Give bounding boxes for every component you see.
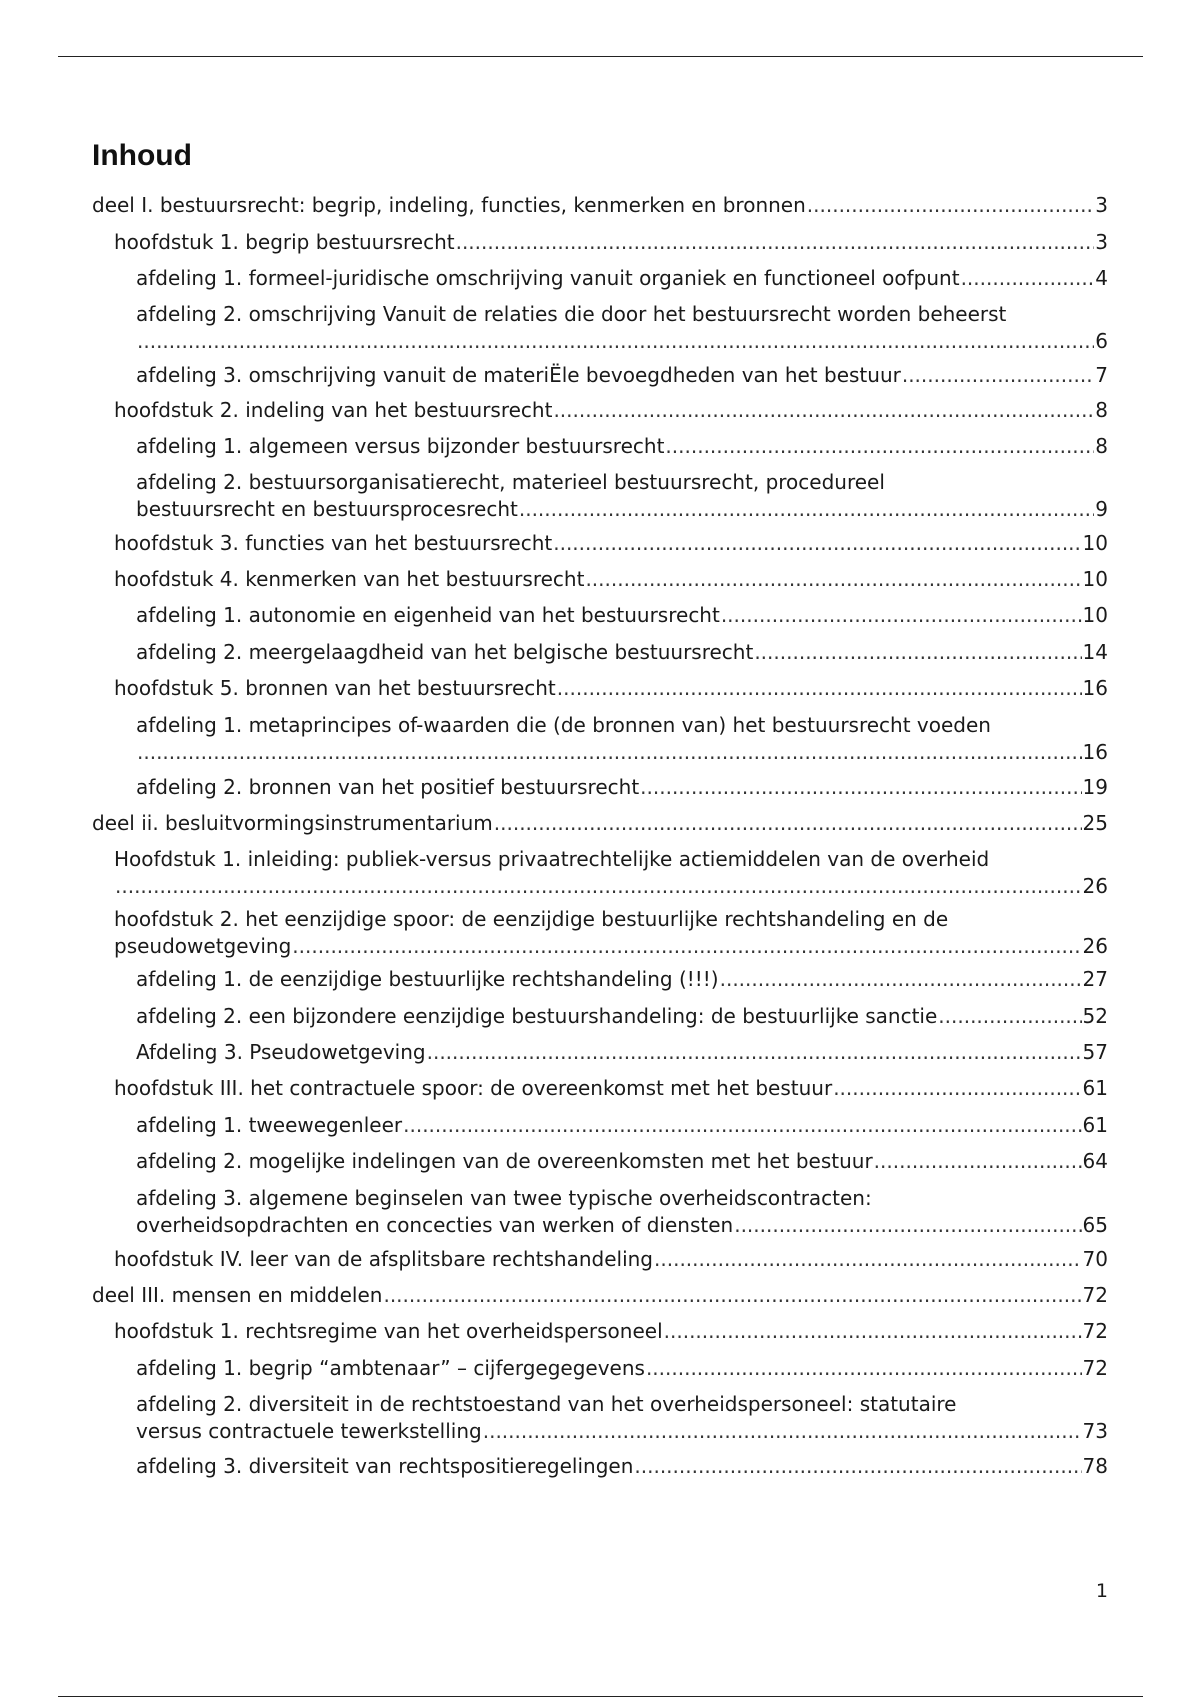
toc-entry-page: 78 [1082,1454,1108,1478]
toc-entry-title-line: hoofdstuk 2. het eenzijdige spoor: de eenzijdige bestuurlijke rechtshandeling en de [114,907,949,931]
toc-entry-page: 6 [1095,329,1108,353]
toc-entry-title: afdeling 2. mogelijke indelingen van de overeenkomsten met het bestuur [136,1149,873,1173]
toc-entry[interactable] [92,810,1108,837]
toc-entry-page: 10 [1082,531,1108,555]
toc-entry[interactable] [114,1075,1108,1102]
toc-entry-page: 9 [1095,497,1108,521]
toc-entry-page: 19 [1082,775,1108,799]
toc-entry[interactable] [136,774,1108,801]
toc-entry[interactable] [92,1282,1108,1309]
toc-entry-title: versus contractuele tewerkstelling [136,1419,482,1443]
toc-entry-page: 61 [1082,1113,1108,1137]
toc-entry-page: 72 [1082,1356,1108,1380]
toc-entry-title: afdeling 1. de eenzijdige bestuurlijke rechtshandeling (!!!) [136,967,719,991]
toc-entry-title: afdeling 1. begrip “ambtenaar” – cijfergegegevens [136,1356,645,1380]
toc-entry-title: pseudowetgeving [114,934,292,958]
toc-entry[interactable] [114,1318,1108,1345]
toc-entry-title: hoofdstuk 1. begrip bestuursrecht [114,230,455,254]
dot-leader [902,362,1094,389]
toc-entry-title-line: afdeling 1. metaprincipes of-waarden die (de bronnen van) het bestuursrecht voeden [136,713,991,737]
toc-entry-title: afdeling 1. tweewegenleer [136,1113,403,1137]
toc-entry-title: afdeling 1. formeel-juridische omschrijving vanuit organiek en functioneel oofpunt [136,266,960,290]
toc-entry[interactable] [114,566,1108,593]
toc-entry-title: hoofdstuk 5. bronnen van het bestuursrecht [114,676,556,700]
page-title: Inhoud [92,139,192,172]
dot-leader [115,873,1082,900]
dot-leader [383,1282,1081,1309]
dot-leader [403,1112,1081,1139]
dot-leader [720,966,1082,993]
dot-leader [961,265,1095,292]
dot-leader [634,1453,1081,1480]
dot-leader [553,530,1081,557]
toc-entry[interactable] [114,846,1108,900]
toc-entry-title: hoofdstuk 1. rechtsregime van het overheidspersoneel [114,1319,663,1343]
toc-entry-page: 3 [1095,193,1108,217]
footer-rule [58,1696,1143,1697]
toc-entry-page: 64 [1082,1149,1108,1173]
toc-entry[interactable] [136,265,1108,292]
toc-entry[interactable] [114,1246,1108,1273]
dot-leader [557,675,1082,702]
toc-entry-page: 73 [1082,1419,1108,1443]
toc-entry-title: deel ii. besluitvormingsinstrumentarium [92,811,493,835]
dot-leader [585,566,1081,593]
dot-leader [553,397,1094,424]
toc-entry-page: 3 [1095,230,1108,254]
toc-entry-page: 26 [1082,934,1108,958]
toc-entry[interactable] [136,362,1108,389]
dot-leader [494,810,1082,837]
toc-entry[interactable] [136,301,1108,355]
toc-entry-title: hoofdstuk IV. leer van de afsplitsbare rechtshandeling [114,1247,654,1271]
toc-entry-page: 14 [1082,640,1108,664]
toc-entry-title: afdeling 2. een bijzondere eenzijdige bestuurshandeling: de bestuurlijke sanctie [136,1004,938,1028]
toc-entry-page: 4 [1095,266,1108,290]
toc-entry[interactable] [136,1185,1108,1239]
dot-leader [519,496,1094,523]
toc-entry[interactable] [136,1039,1108,1066]
toc-entry-page: 8 [1095,434,1108,458]
toc-entry-page: 72 [1082,1319,1108,1343]
page-number: 1 [1095,1580,1108,1602]
toc-entry[interactable] [136,602,1108,629]
dot-leader [646,1355,1082,1382]
toc-entry[interactable] [136,1003,1108,1030]
toc-entry-page: 61 [1082,1076,1108,1100]
toc-entry-page: 72 [1082,1283,1108,1307]
toc-entry-title: bestuursrecht en bestuursprocesrecht [136,497,518,521]
toc-entry[interactable] [136,469,1108,523]
toc-entry-page: 52 [1082,1004,1108,1028]
toc-entry[interactable] [136,1355,1108,1382]
toc-entry[interactable] [92,192,1108,219]
toc-entry-page: 57 [1082,1040,1108,1064]
toc-entry[interactable] [136,1112,1108,1139]
toc-entry-title-line: afdeling 2. omschrijving Vanuit de relaties die door het bestuursrecht worden beheerst [136,302,1007,326]
toc-entry-title-line: afdeling 2. bestuursorganisatierecht, materieel bestuursrecht, procedureel [136,470,885,494]
toc-entry-page: 16 [1082,740,1108,764]
toc-entry-title: afdeling 1. autonomie en eigenheid van het bestuursrecht [136,603,720,627]
toc-entry-page: 10 [1082,603,1108,627]
dot-leader [721,602,1082,629]
dot-leader [654,1246,1082,1273]
toc-entry[interactable] [114,675,1108,702]
dot-leader [137,739,1082,766]
dot-leader [665,433,1094,460]
toc-entry[interactable] [136,1148,1108,1175]
toc-entry[interactable] [136,1391,1108,1445]
toc-entry-title: hoofdstuk 3. functies van het bestuursrecht [114,531,553,555]
toc-entry-page: 10 [1082,567,1108,591]
toc-entry-page: 16 [1082,676,1108,700]
toc-entry-page: 25 [1082,811,1108,835]
dot-leader [833,1075,1081,1102]
dot-leader [292,933,1081,960]
toc-entry-title: hoofdstuk 4. kenmerken van het bestuursrecht [114,567,585,591]
dot-leader [938,1003,1081,1030]
toc-entry[interactable] [136,966,1108,993]
toc-entry-title: hoofdstuk III. het contractuele spoor: de overeenkomst met het bestuur [114,1076,833,1100]
toc-entry[interactable] [114,229,1108,256]
dot-leader [640,774,1081,801]
toc-entry-title: Afdeling 3. Pseudowetgeving [136,1040,426,1064]
toc-entry[interactable] [136,712,1108,766]
toc-entry-page: 27 [1082,967,1108,991]
dot-leader [427,1039,1082,1066]
toc-entry[interactable] [136,433,1108,460]
toc-entry-title: deel I. bestuursrecht: begrip, indeling, functies, kenmerken en bronnen [92,193,806,217]
toc-entry[interactable] [136,639,1108,666]
dot-leader [483,1418,1082,1445]
toc-entry[interactable] [114,397,1108,424]
toc-entry-page: 7 [1095,363,1108,387]
toc-entry-title: afdeling 2. bronnen van het positief bestuursrecht [136,775,640,799]
toc-entry[interactable] [136,1453,1108,1480]
dot-leader [456,229,1095,256]
toc-entry-title: overheidsopdrachten en concecties van werken of diensten [136,1213,734,1237]
dot-leader [807,192,1094,219]
toc-entry-page: 26 [1082,874,1108,898]
dot-leader [734,1212,1081,1239]
toc-entry-title: hoofdstuk 2. indeling van het bestuursrecht [114,398,553,422]
toc-entry-title-line: Hoofdstuk 1. inleiding: publiek-versus privaatrechtelijke actiemiddelen van de overheid [114,847,990,871]
dot-leader [664,1318,1082,1345]
toc-entry-page: 70 [1082,1247,1108,1271]
toc-entry-title-line: afdeling 2. diversiteit in de rechtstoestand van het overheidspersoneel: statutaire [136,1392,957,1416]
toc-entry-page: 8 [1095,398,1108,422]
toc-entry-title: afdeling 3. diversiteit van rechtspositieregelingen [136,1454,634,1478]
toc-entry-title: afdeling 1. algemeen versus bijzonder bestuursrecht [136,434,665,458]
toc-entry[interactable] [114,530,1108,557]
toc-entry-page: 65 [1082,1213,1108,1237]
toc-entry-title: deel III. mensen en middelen [92,1283,383,1307]
dot-leader [137,328,1094,355]
toc-entry[interactable] [114,906,1108,960]
toc-entry-title-line: afdeling 3. algemene beginselen van twee typische overheidscontracten: [136,1186,872,1210]
toc-entry-title: afdeling 2. meergelaagdheid van het belgische bestuursrecht [136,640,754,664]
toc-entry-title: afdeling 3. omschrijving vanuit de materiËle bevoegdheden van het bestuur [136,363,901,387]
dot-leader [874,1148,1082,1175]
dot-leader [754,639,1081,666]
